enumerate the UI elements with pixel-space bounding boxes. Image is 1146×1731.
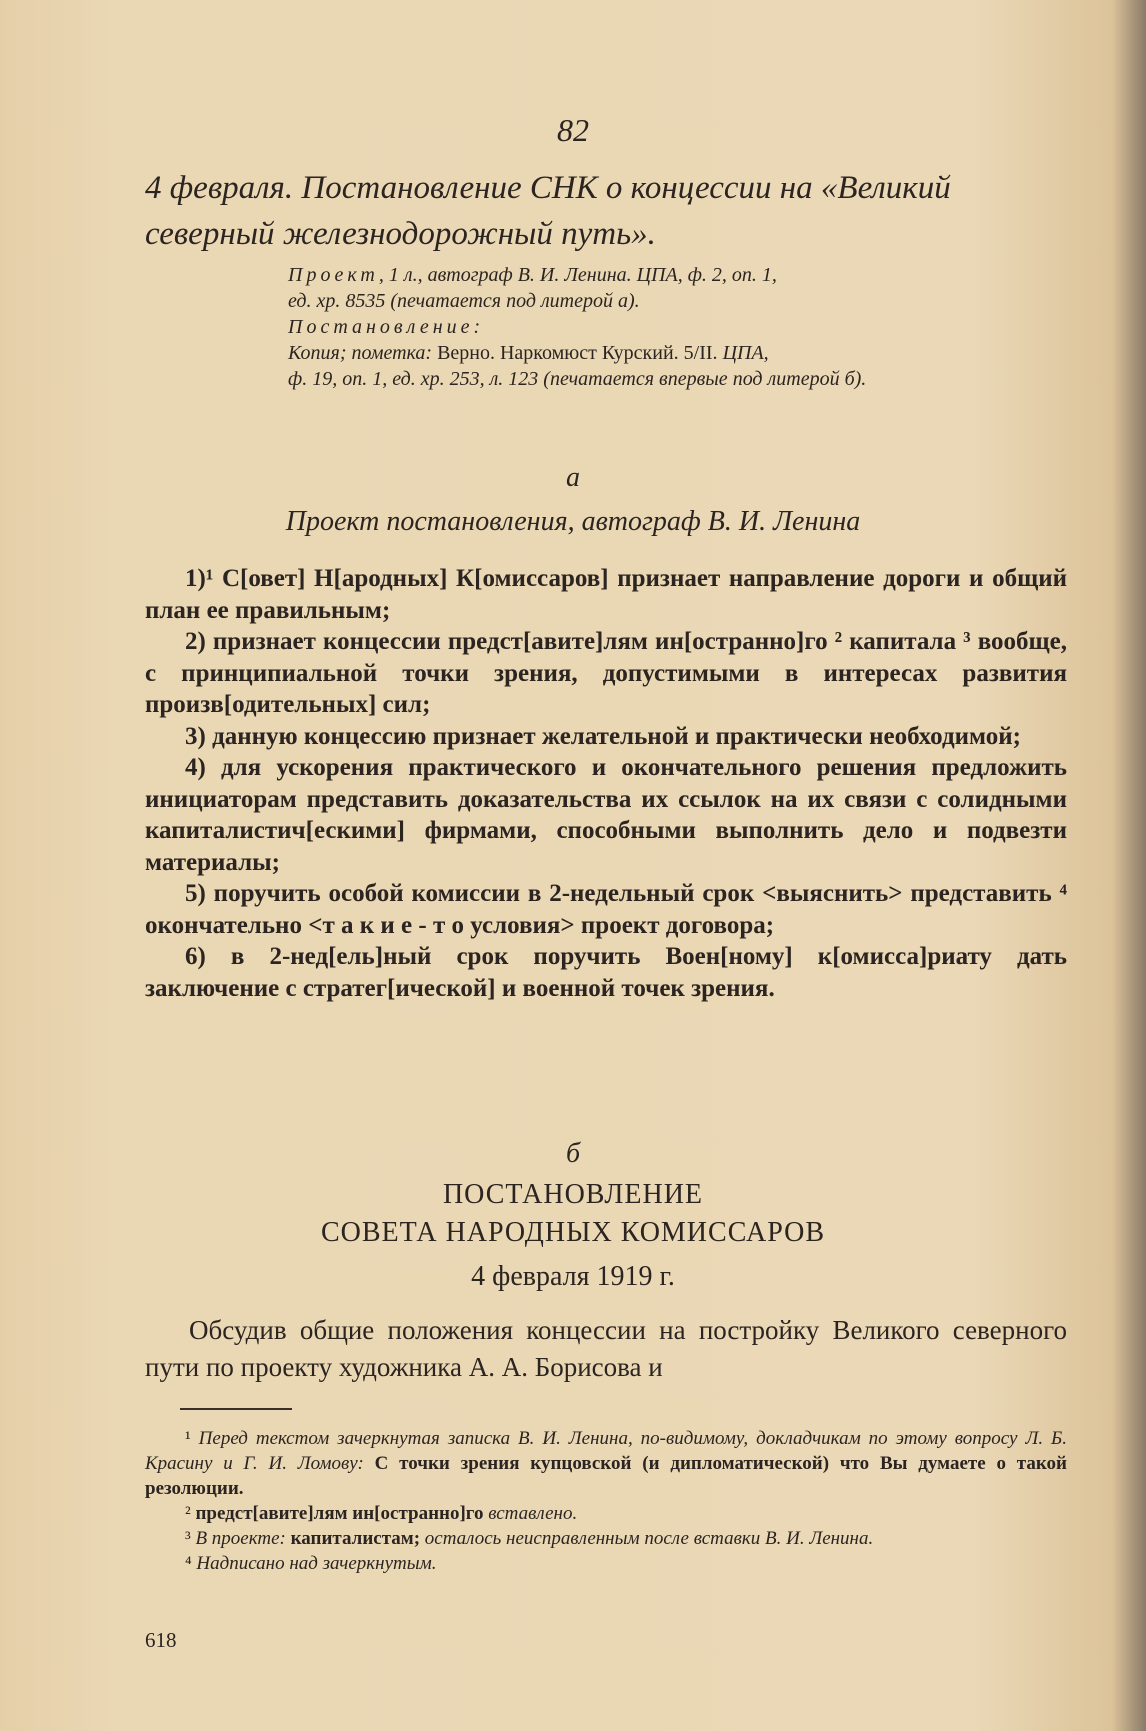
footnote-2-quote: предст[авите]лям ин[остранно]го <box>190 1503 484 1524</box>
footnote-4-italic: Надписано над зачеркнутым. <box>191 1553 437 1574</box>
section-a-subtitle: Проект постановления, автограф В. И. Ленина <box>285 506 861 537</box>
section-a-letter: а <box>566 462 580 493</box>
footnote-4-mark: ⁴ <box>185 1553 192 1574</box>
footnote-2 <box>145 1501 1067 1526</box>
document-title: 4 февраля. Постановление СНК о концессии на «Великий северный железнодорожный путь». <box>145 170 951 252</box>
footnote-3-mark: ³ <box>185 1528 191 1549</box>
draft-resolution-text <box>145 563 1067 1004</box>
footnote-2-italic: вставлено. <box>483 1503 578 1524</box>
source-note-line5: ф. 19, оп. 1, ед. хр. 253, л. 123 (печатается впервые под литерой б). <box>288 368 867 390</box>
page-number: 618 <box>145 1628 177 1652</box>
draft-item-1: 1)¹ С[овет] Н[ародных] К[омиссаров] признает направление дороги и общий план ее правильным; <box>145 565 1067 624</box>
decree-heading-line2: СОВЕТА НАРОДНЫХ КОМИССАРОВ <box>320 1217 826 1248</box>
footnote-3-italic-b: осталось неисправленным после вставки В. И. Ленина. <box>420 1528 874 1549</box>
draft-item-6: 6) в 2-нед[ель]ный срок поручить Воен[ному] к[омисса]риату дать заключение с стратег[ической] и военной точек зрения. <box>145 943 1067 1002</box>
footnote-3-italic-a: В проекте: <box>190 1528 286 1549</box>
source-note-line3 <box>288 314 1068 340</box>
footnotes <box>145 1426 1067 1576</box>
source-note-line4 <box>288 340 1068 366</box>
footnote-1 <box>145 1426 1067 1501</box>
section-b-letter: б <box>565 1138 581 1169</box>
decree-date: 4 февраля 1919 г. <box>471 1261 675 1292</box>
decree-paragraph: Обсудив общие положения концессии на постройку Великого северного пути по проекту художника А. А. Борисова и <box>145 1315 1067 1382</box>
source-note-line1 <box>288 262 1068 288</box>
draft-item-4: 4) для ускорения практического и окончательного решения предложить инициаторам представить доказательства их ссылок на их связи с солидными капиталистич[ескими] фирмами, способными выполнить дело и подвезти материалы; <box>145 754 1067 876</box>
source-archive: ЦПА, <box>717 342 769 364</box>
draft-item-3: 3) данную концессию признает желательной и практически необходимой; <box>185 722 1021 750</box>
document-number: 82 <box>557 112 589 148</box>
draft-item-2: 2) признает концессии предст[авите]лям ин[остранно]го ² капитала ³ вообще, с принципиальной точки зрения, допустимыми в интересах развития произв[одительных] сил; <box>145 628 1067 718</box>
source-copy-mark: Копия; пометка: <box>288 342 433 364</box>
source-note-line2: ед. хр. 8535 (печатается под литерой а). <box>288 290 640 312</box>
footnote-divider <box>180 1408 292 1410</box>
source-label-project: Проект <box>288 264 379 286</box>
footnote-3-quote: капиталистам; <box>285 1528 421 1549</box>
draft-item-5: 5) поручить особой комиссии в 2-недельный срок <выяснить> представить ⁴ окончательно <т а к и е - т о условия> проект договора; <box>145 880 1067 939</box>
footnote-2-mark: ² <box>185 1503 191 1524</box>
source-line1-text: , 1 л., автограф В. И. Ленина. ЦПА, ф. 2, оп. 1, <box>378 264 777 286</box>
decree-heading-line1: ПОСТАНОВЛЕНИЕ <box>442 1179 704 1210</box>
decree-text <box>145 1312 1067 1386</box>
source-label-decree: Постановление: <box>288 316 485 338</box>
footnote-1-italic: Перед текстом зачеркнутая записка В. И. Ленина, по-видимому, докладчикам по этому вопросу Л. Б. Красину и Г. И. Ломову: <box>145 1428 1067 1474</box>
footnote-1-mark: ¹ <box>185 1428 191 1449</box>
footnote-4 <box>145 1551 1067 1576</box>
source-verified: Верно. Наркомюст Курский. 5/II. <box>432 342 718 364</box>
footnote-1-quote: С точки зрения купцовской (и дипломатической) что Вы думаете о такой резолюции. <box>145 1453 1067 1499</box>
footnote-3 <box>145 1526 1067 1551</box>
